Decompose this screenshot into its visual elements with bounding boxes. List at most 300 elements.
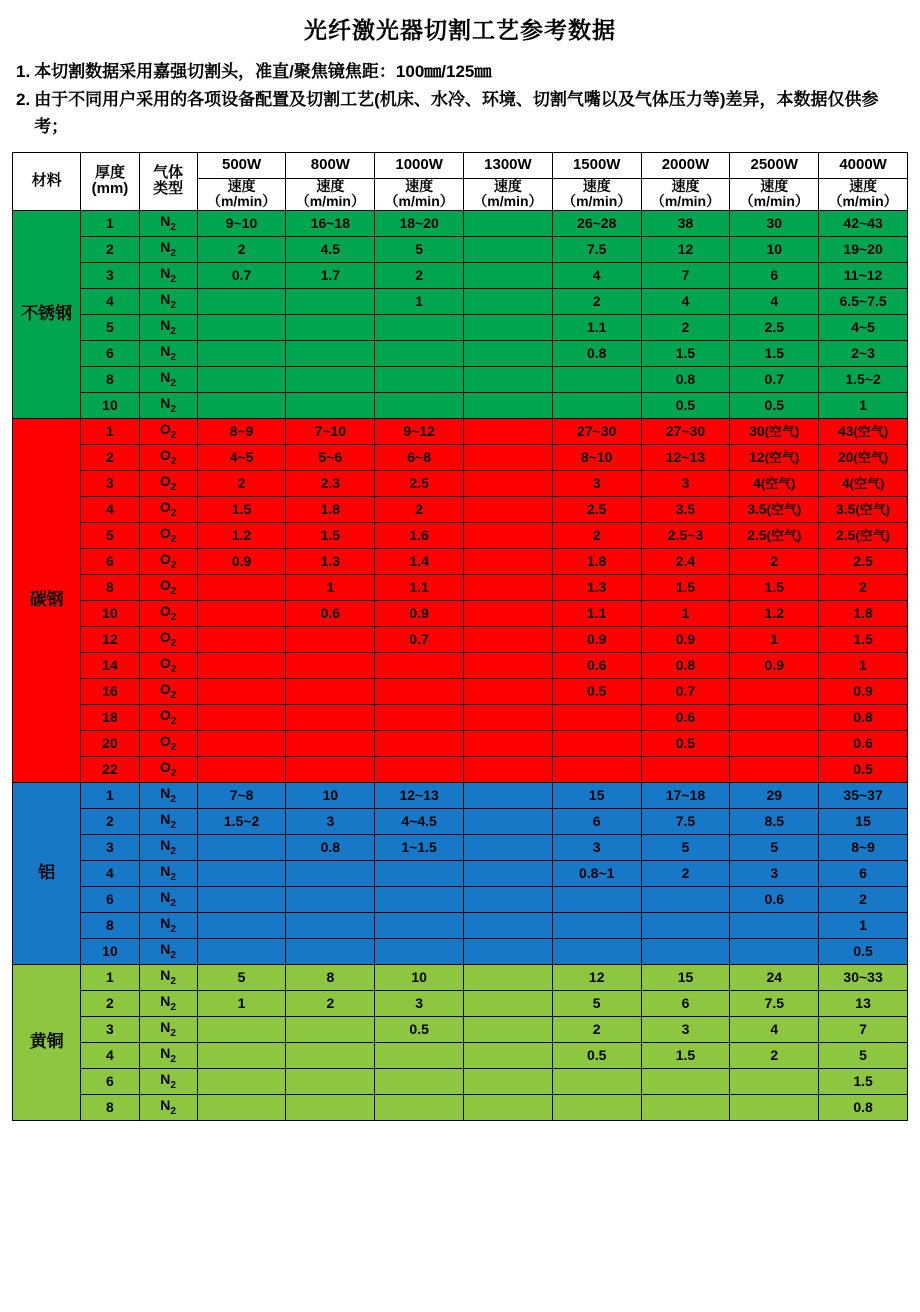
thickness-cell: 1 bbox=[81, 418, 139, 444]
header-gas-line2: 类型 bbox=[153, 180, 184, 198]
speed-cell bbox=[197, 886, 286, 912]
speed-cell bbox=[375, 886, 464, 912]
speed-cell: 0.8 bbox=[641, 366, 730, 392]
thickness-cell: 4 bbox=[81, 860, 139, 886]
table-row bbox=[13, 444, 908, 470]
speed-cell bbox=[641, 886, 730, 912]
speed-cell bbox=[197, 678, 286, 704]
table-row bbox=[13, 262, 908, 288]
gas-cell: $N_2$ bbox=[139, 834, 197, 860]
speed-cell bbox=[464, 704, 553, 730]
thickness-cell: 4 bbox=[81, 288, 139, 314]
material-cell: 铝 bbox=[13, 782, 81, 964]
thickness-cell: 2 bbox=[81, 808, 139, 834]
thickness-cell: 2 bbox=[81, 444, 139, 470]
speed-cell: 26~28 bbox=[552, 210, 641, 236]
speed-cell: 7~8 bbox=[197, 782, 286, 808]
speed-cell: 1 bbox=[730, 626, 819, 652]
speed-cell bbox=[641, 938, 730, 964]
speed-cell bbox=[641, 1094, 730, 1120]
table-row bbox=[13, 912, 908, 938]
speed-cell: 1.4 bbox=[375, 548, 464, 574]
speed-cell bbox=[730, 678, 819, 704]
speed-cell: 3 bbox=[641, 470, 730, 496]
table-row bbox=[13, 236, 908, 262]
header-power-800w: 800W bbox=[286, 153, 375, 179]
speed-cell bbox=[197, 314, 286, 340]
speed-unit: （m/min） bbox=[295, 193, 365, 210]
notes-block bbox=[16, 59, 908, 140]
material-cell: 不锈钢 bbox=[13, 210, 81, 418]
speed-cell bbox=[641, 912, 730, 938]
speed-cell: 1.7 bbox=[286, 262, 375, 288]
thickness-cell: 4 bbox=[81, 496, 139, 522]
speed-cell bbox=[464, 808, 553, 834]
thickness-cell: 3 bbox=[81, 834, 139, 860]
speed-cell: 2.5 bbox=[552, 496, 641, 522]
gas-cell: $N_2$ bbox=[139, 366, 197, 392]
header-speed-800w bbox=[286, 179, 375, 211]
speed-cell: 1~1.5 bbox=[375, 834, 464, 860]
gas-cell: $N_2$ bbox=[139, 886, 197, 912]
table-row bbox=[13, 314, 908, 340]
gas-cell: $N_2$ bbox=[139, 1016, 197, 1042]
gas-cell: $N_2$ bbox=[139, 964, 197, 990]
speed-cell bbox=[464, 340, 553, 366]
note-number: 1. bbox=[16, 62, 31, 81]
table-row bbox=[13, 782, 908, 808]
speed-cell: 2 bbox=[641, 314, 730, 340]
page-title: 光纤激光器切割工艺参考数据 bbox=[304, 17, 616, 43]
speed-cell: 2.3 bbox=[286, 470, 375, 496]
speed-cell bbox=[464, 1016, 553, 1042]
speed-cell: 13 bbox=[819, 990, 908, 1016]
speed-cell: 8~9 bbox=[819, 834, 908, 860]
speed-cell: 7 bbox=[819, 1016, 908, 1042]
speed-cell: 3 bbox=[375, 990, 464, 1016]
speed-cell bbox=[375, 652, 464, 678]
speed-cell bbox=[464, 730, 553, 756]
speed-cell bbox=[552, 886, 641, 912]
speed-cell: 4~5 bbox=[819, 314, 908, 340]
table-row bbox=[13, 574, 908, 600]
speed-cell: 18~20 bbox=[375, 210, 464, 236]
speed-cell: 0.7 bbox=[375, 626, 464, 652]
speed-cell bbox=[286, 886, 375, 912]
speed-cell: 8.5 bbox=[730, 808, 819, 834]
speed-cell: 4 bbox=[730, 1016, 819, 1042]
gas-cell: $N_2$ bbox=[139, 912, 197, 938]
speed-cell: 1.5 bbox=[819, 626, 908, 652]
speed-cell: 0.6 bbox=[641, 704, 730, 730]
gas-cell: $N_2$ bbox=[139, 860, 197, 886]
speed-cell bbox=[464, 860, 553, 886]
gas-cell: $O_2$ bbox=[139, 548, 197, 574]
gas-cell: $O_2$ bbox=[139, 756, 197, 782]
speed-cell: 1.2 bbox=[730, 600, 819, 626]
speed-label: 速度 bbox=[849, 178, 878, 195]
header-gas bbox=[139, 153, 197, 211]
gas-cell: $N_2$ bbox=[139, 392, 197, 418]
speed-cell: 12(空气) bbox=[730, 444, 819, 470]
gas-cell: $N_2$ bbox=[139, 1094, 197, 1120]
table-row bbox=[13, 340, 908, 366]
speed-cell: 1.5 bbox=[197, 496, 286, 522]
speed-cell: 4~4.5 bbox=[375, 808, 464, 834]
speed-cell: 2.5 bbox=[375, 470, 464, 496]
header-thickness-line1: 厚度 bbox=[94, 163, 125, 181]
speed-cell bbox=[730, 756, 819, 782]
speed-cell bbox=[286, 678, 375, 704]
thickness-cell: 10 bbox=[81, 392, 139, 418]
speed-cell bbox=[641, 756, 730, 782]
speed-cell bbox=[197, 1042, 286, 1068]
speed-cell: 2.4 bbox=[641, 548, 730, 574]
table-row bbox=[13, 392, 908, 418]
note-number: 2. bbox=[16, 90, 31, 110]
table-row bbox=[13, 1094, 908, 1120]
speed-cell bbox=[375, 704, 464, 730]
speed-cell bbox=[286, 652, 375, 678]
thickness-cell: 1 bbox=[81, 210, 139, 236]
speed-cell bbox=[464, 574, 553, 600]
speed-cell: 12 bbox=[552, 964, 641, 990]
speed-cell bbox=[464, 886, 553, 912]
speed-cell bbox=[552, 730, 641, 756]
thickness-cell: 22 bbox=[81, 756, 139, 782]
header-speed-2500w bbox=[730, 179, 819, 211]
speed-cell: 6 bbox=[730, 262, 819, 288]
speed-cell bbox=[730, 1094, 819, 1120]
speed-cell: 8~10 bbox=[552, 444, 641, 470]
speed-cell: 3 bbox=[552, 834, 641, 860]
thickness-cell: 3 bbox=[81, 1016, 139, 1042]
thickness-cell: 6 bbox=[81, 1068, 139, 1094]
speed-cell bbox=[197, 834, 286, 860]
speed-cell: 30(空气) bbox=[730, 418, 819, 444]
speed-cell bbox=[464, 912, 553, 938]
speed-cell: 0.8 bbox=[819, 1094, 908, 1120]
table-row bbox=[13, 548, 908, 574]
speed-cell: 1 bbox=[641, 600, 730, 626]
speed-cell: 2 bbox=[375, 496, 464, 522]
gas-cell: $O_2$ bbox=[139, 444, 197, 470]
gas-cell: $O_2$ bbox=[139, 418, 197, 444]
speed-cell: 9~10 bbox=[197, 210, 286, 236]
speed-cell bbox=[375, 1068, 464, 1094]
table-row bbox=[13, 860, 908, 886]
speed-cell: 7.5 bbox=[641, 808, 730, 834]
speed-cell: 4(空气) bbox=[819, 470, 908, 496]
speed-cell bbox=[375, 314, 464, 340]
speed-cell bbox=[197, 1094, 286, 1120]
table-row bbox=[13, 652, 908, 678]
speed-cell: 1.8 bbox=[286, 496, 375, 522]
speed-cell: 2 bbox=[819, 574, 908, 600]
speed-cell: 1.8 bbox=[552, 548, 641, 574]
speed-label: 速度 bbox=[760, 178, 789, 195]
table-row bbox=[13, 496, 908, 522]
speed-cell: 1.5 bbox=[641, 340, 730, 366]
header-thickness-line2: (mm) bbox=[91, 180, 129, 198]
thickness-cell: 10 bbox=[81, 938, 139, 964]
speed-cell bbox=[464, 1094, 553, 1120]
gas-cell: $N_2$ bbox=[139, 236, 197, 262]
speed-cell bbox=[552, 1094, 641, 1120]
speed-cell: 0.7 bbox=[730, 366, 819, 392]
speed-cell: 2 bbox=[375, 262, 464, 288]
header-speed-4000w bbox=[819, 179, 908, 211]
speed-cell: 0.6 bbox=[552, 652, 641, 678]
speed-cell bbox=[464, 1068, 553, 1094]
speed-cell: 4~5 bbox=[197, 444, 286, 470]
speed-cell: 2 bbox=[552, 1016, 641, 1042]
speed-cell: 6.5~7.5 bbox=[819, 288, 908, 314]
speed-cell bbox=[464, 392, 553, 418]
speed-cell bbox=[552, 392, 641, 418]
speed-cell: 5 bbox=[819, 1042, 908, 1068]
speed-cell bbox=[286, 626, 375, 652]
speed-cell: 29 bbox=[730, 782, 819, 808]
cutting-parameters-table bbox=[12, 152, 908, 1121]
thickness-cell: 5 bbox=[81, 522, 139, 548]
speed-label: 速度 bbox=[316, 178, 345, 195]
speed-cell: 0.5 bbox=[552, 1042, 641, 1068]
speed-cell bbox=[197, 574, 286, 600]
note-item bbox=[16, 87, 908, 140]
table-row bbox=[13, 808, 908, 834]
speed-cell: 5 bbox=[641, 834, 730, 860]
speed-cell bbox=[197, 340, 286, 366]
speed-cell: 0.8~1 bbox=[552, 860, 641, 886]
speed-cell bbox=[464, 314, 553, 340]
speed-cell: 0.8 bbox=[286, 834, 375, 860]
thickness-cell: 8 bbox=[81, 574, 139, 600]
speed-cell: 1.5 bbox=[730, 574, 819, 600]
thickness-cell: 2 bbox=[81, 990, 139, 1016]
speed-cell bbox=[552, 366, 641, 392]
gas-cell: $N_2$ bbox=[139, 314, 197, 340]
speed-cell bbox=[375, 392, 464, 418]
speed-cell: 10 bbox=[730, 236, 819, 262]
speed-label: 速度 bbox=[405, 178, 434, 195]
speed-cell bbox=[552, 912, 641, 938]
header-power-2500w: 2500W bbox=[730, 153, 819, 179]
header-material: 材料 bbox=[13, 153, 81, 211]
speed-cell: 8 bbox=[286, 964, 375, 990]
speed-cell: 15 bbox=[641, 964, 730, 990]
speed-cell: 0.5 bbox=[375, 1016, 464, 1042]
speed-cell bbox=[375, 912, 464, 938]
gas-cell: $O_2$ bbox=[139, 704, 197, 730]
thickness-cell: 12 bbox=[81, 626, 139, 652]
speed-cell: 12~13 bbox=[375, 782, 464, 808]
speed-cell: 12~13 bbox=[641, 444, 730, 470]
speed-cell: 3.5(空气) bbox=[730, 496, 819, 522]
speed-cell: 35~37 bbox=[819, 782, 908, 808]
speed-cell: 38 bbox=[641, 210, 730, 236]
speed-cell bbox=[464, 444, 553, 470]
speed-cell: 7 bbox=[641, 262, 730, 288]
thickness-cell: 18 bbox=[81, 704, 139, 730]
thickness-cell: 4 bbox=[81, 1042, 139, 1068]
speed-cell bbox=[464, 626, 553, 652]
speed-cell bbox=[197, 756, 286, 782]
header-row-power bbox=[13, 153, 908, 179]
speed-cell: 7.5 bbox=[552, 236, 641, 262]
speed-cell: 4.5 bbox=[286, 236, 375, 262]
table-row bbox=[13, 288, 908, 314]
speed-cell: 2.5(空气) bbox=[730, 522, 819, 548]
speed-cell bbox=[286, 1094, 375, 1120]
table-row bbox=[13, 678, 908, 704]
gas-cell: $O_2$ bbox=[139, 730, 197, 756]
speed-cell bbox=[464, 782, 553, 808]
header-power-2000w: 2000W bbox=[641, 153, 730, 179]
speed-cell bbox=[464, 236, 553, 262]
speed-cell bbox=[464, 470, 553, 496]
table-row bbox=[13, 834, 908, 860]
table-row bbox=[13, 704, 908, 730]
speed-cell bbox=[730, 704, 819, 730]
speed-cell bbox=[197, 288, 286, 314]
speed-cell bbox=[464, 600, 553, 626]
speed-unit: （m/min） bbox=[473, 193, 543, 210]
header-speed-1500w bbox=[552, 179, 641, 211]
speed-unit: （m/min） bbox=[206, 193, 277, 210]
speed-cell: 30 bbox=[730, 210, 819, 236]
table-row bbox=[13, 600, 908, 626]
speed-cell: 27~30 bbox=[641, 418, 730, 444]
speed-cell: 0.5 bbox=[641, 392, 730, 418]
speed-cell: 2.5 bbox=[730, 314, 819, 340]
speed-cell: 0.9 bbox=[819, 678, 908, 704]
speed-cell bbox=[464, 496, 553, 522]
speed-cell bbox=[552, 756, 641, 782]
speed-unit: （m/min） bbox=[384, 193, 454, 210]
speed-cell: 3 bbox=[286, 808, 375, 834]
speed-cell: 1.5 bbox=[286, 522, 375, 548]
table-row bbox=[13, 418, 908, 444]
speed-cell bbox=[641, 1068, 730, 1094]
speed-cell: 2 bbox=[552, 522, 641, 548]
speed-cell bbox=[464, 834, 553, 860]
speed-cell: 0.5 bbox=[819, 938, 908, 964]
gas-cell: $N_2$ bbox=[139, 1068, 197, 1094]
speed-cell: 24 bbox=[730, 964, 819, 990]
header-power-1300w: 1300W bbox=[464, 153, 553, 179]
speed-cell bbox=[552, 938, 641, 964]
table-body bbox=[13, 210, 908, 1120]
header-gas-line1: 气体 bbox=[153, 163, 184, 181]
header-speed-2000w bbox=[641, 179, 730, 211]
header-speed-1000w bbox=[375, 179, 464, 211]
table-row bbox=[13, 470, 908, 496]
speed-cell: 3 bbox=[552, 470, 641, 496]
table-row bbox=[13, 210, 908, 236]
speed-cell bbox=[730, 730, 819, 756]
thickness-cell: 16 bbox=[81, 678, 139, 704]
speed-cell: 7~10 bbox=[286, 418, 375, 444]
speed-cell bbox=[730, 912, 819, 938]
speed-cell: 12 bbox=[641, 236, 730, 262]
speed-cell: 6 bbox=[819, 860, 908, 886]
table-row bbox=[13, 366, 908, 392]
speed-cell: 0.9 bbox=[641, 626, 730, 652]
thickness-cell: 20 bbox=[81, 730, 139, 756]
thickness-cell: 8 bbox=[81, 366, 139, 392]
speed-cell bbox=[464, 756, 553, 782]
speed-cell bbox=[464, 678, 553, 704]
speed-cell bbox=[197, 1016, 286, 1042]
speed-unit: （m/min） bbox=[650, 193, 721, 210]
speed-label: 速度 bbox=[671, 178, 700, 195]
gas-cell: $N_2$ bbox=[139, 340, 197, 366]
speed-cell: 0.8 bbox=[552, 340, 641, 366]
speed-cell: 11~12 bbox=[819, 262, 908, 288]
speed-cell bbox=[286, 340, 375, 366]
material-cell: 黄铜 bbox=[13, 964, 81, 1120]
speed-cell: 1.3 bbox=[552, 574, 641, 600]
speed-cell bbox=[286, 860, 375, 886]
thickness-cell: 6 bbox=[81, 340, 139, 366]
speed-cell: 4 bbox=[641, 288, 730, 314]
speed-cell: 0.6 bbox=[730, 886, 819, 912]
speed-cell: 2.5 bbox=[819, 548, 908, 574]
speed-cell: 0.7 bbox=[641, 678, 730, 704]
speed-cell: 1.5~2 bbox=[197, 808, 286, 834]
gas-cell: $N_2$ bbox=[139, 938, 197, 964]
speed-cell: 42~43 bbox=[819, 210, 908, 236]
note-item bbox=[16, 59, 908, 85]
thickness-cell: 6 bbox=[81, 886, 139, 912]
speed-cell: 2 bbox=[641, 860, 730, 886]
speed-cell bbox=[197, 704, 286, 730]
speed-cell: 3 bbox=[641, 1016, 730, 1042]
gas-cell: $O_2$ bbox=[139, 496, 197, 522]
speed-cell: 2 bbox=[197, 470, 286, 496]
speed-cell: 0.8 bbox=[641, 652, 730, 678]
header-power-4000w: 4000W bbox=[819, 153, 908, 179]
speed-cell: 8~9 bbox=[197, 418, 286, 444]
speed-cell: 1 bbox=[286, 574, 375, 600]
speed-cell: 3 bbox=[730, 860, 819, 886]
gas-cell: $O_2$ bbox=[139, 470, 197, 496]
speed-cell: 1.1 bbox=[552, 314, 641, 340]
gas-cell: $N_2$ bbox=[139, 808, 197, 834]
speed-cell bbox=[375, 366, 464, 392]
table-row bbox=[13, 1042, 908, 1068]
speed-cell bbox=[286, 730, 375, 756]
speed-cell: 6 bbox=[552, 808, 641, 834]
header-power-500w: 500W bbox=[197, 153, 286, 179]
speed-label: 速度 bbox=[493, 178, 522, 195]
speed-cell bbox=[464, 288, 553, 314]
speed-cell: 15 bbox=[552, 782, 641, 808]
speed-cell: 4 bbox=[730, 288, 819, 314]
speed-cell bbox=[464, 366, 553, 392]
table-header bbox=[13, 153, 908, 211]
speed-cell: 19~20 bbox=[819, 236, 908, 262]
speed-cell bbox=[375, 678, 464, 704]
speed-cell: 1 bbox=[819, 652, 908, 678]
gas-cell: $N_2$ bbox=[139, 1042, 197, 1068]
gas-cell: $O_2$ bbox=[139, 626, 197, 652]
speed-cell: 6 bbox=[641, 990, 730, 1016]
speed-cell bbox=[197, 912, 286, 938]
speed-cell bbox=[375, 756, 464, 782]
speed-cell: 1.1 bbox=[552, 600, 641, 626]
